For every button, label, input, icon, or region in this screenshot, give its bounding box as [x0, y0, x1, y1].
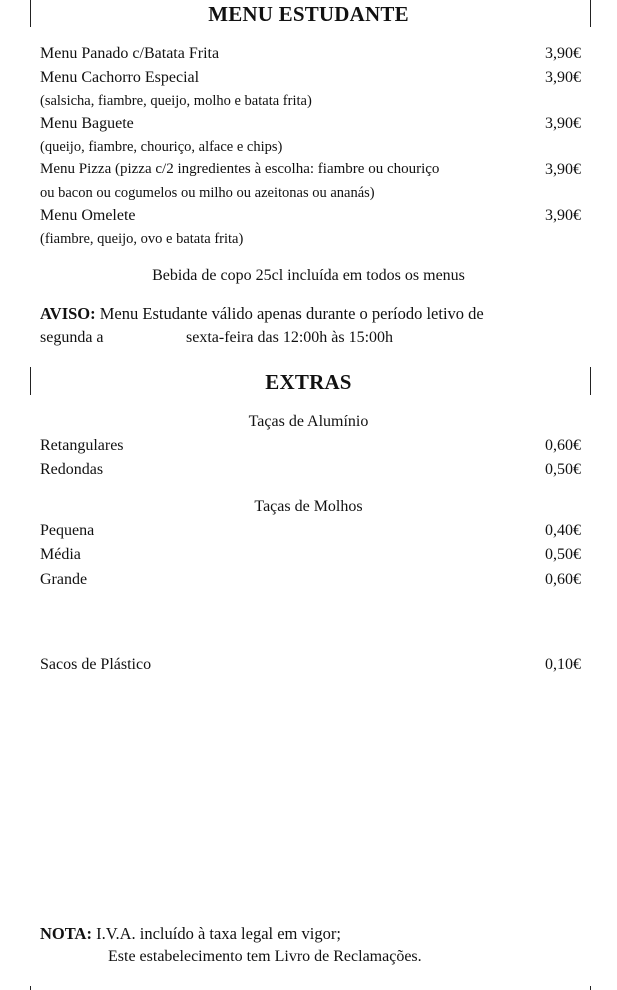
menu-item-note: ou bacon ou cogumelos ou milho ou azeitonas ou ananás) [40, 185, 375, 201]
menu-item-note: (queijo, fiambre, chouriço, alface e chips) [40, 139, 283, 155]
footer-line-1 [40, 924, 341, 944]
extra-item-price: 0,40€ [545, 522, 581, 539]
extra-item-name: Retangulares [40, 437, 124, 454]
menu-item-price: 3,90€ [545, 69, 581, 86]
menu-title: MENU ESTUDANTE [208, 2, 409, 26]
extra-item-name: Pequena [40, 522, 95, 539]
extra-item-name: Grande [40, 571, 88, 588]
extra-item-name: Média [40, 546, 81, 563]
warning-line-2a: segunda a [40, 329, 104, 346]
footer-label: NOTA: [40, 924, 92, 943]
menu-item-price: 3,90€ [545, 45, 581, 62]
menu-item-price: 3,90€ [545, 161, 581, 178]
menu-item-price: 3,90€ [545, 207, 581, 224]
menu-item-name: Menu Baguete [40, 115, 134, 132]
extra-item-name: Redondas [40, 461, 104, 478]
menu-item-note: (salsicha, fiambre, queijo, molho e batata frita) [40, 93, 312, 109]
warning-text: Menu Estudante válido apenas durante o período letivo de [99, 304, 484, 323]
extras-title: EXTRAS [265, 370, 352, 394]
frame-tick-right-bottom [590, 986, 591, 990]
extra-item-price: 0,60€ [545, 437, 581, 454]
menu-item-name: Menu Pizza (pizza c/2 ingredientes à escolha: fiambre ou chouriço [40, 161, 440, 177]
footer-line-2: Este estabelecimento tem Livro de Reclamações. [108, 948, 422, 965]
drink-note: Bebida de copo 25cl incluída em todos os menus [152, 267, 465, 284]
bags-name: Sacos de Plástico [40, 656, 152, 673]
footer-text: I.V.A. incluído à taxa legal em vigor; [96, 924, 341, 943]
extra-item-price: 0,50€ [545, 546, 581, 563]
menu-item-name: Menu Cachorro Especial [40, 69, 200, 86]
frame-tick-left-bottom [30, 986, 31, 990]
warning-label: AVISO: [40, 304, 96, 323]
extra-item-price: 0,60€ [545, 571, 581, 588]
menu-item-price: 3,90€ [545, 115, 581, 132]
warning-line-2b: sexta-feira das 12:00h às 15:00h [186, 329, 394, 346]
warning-line-1 [40, 304, 484, 324]
menu-item-name: Menu Omelete [40, 207, 136, 224]
menu-item-name: Menu Panado c/Batata Frita [40, 45, 220, 62]
sauces-heading: Taças de Molhos [254, 498, 363, 515]
extra-item-price: 0,50€ [545, 461, 581, 478]
bags-price: 0,10€ [545, 656, 581, 673]
aluminium-heading: Taças de Alumínio [248, 413, 369, 430]
menu-item-note: (fiambre, queijo, ovo e batata frita) [40, 231, 244, 247]
